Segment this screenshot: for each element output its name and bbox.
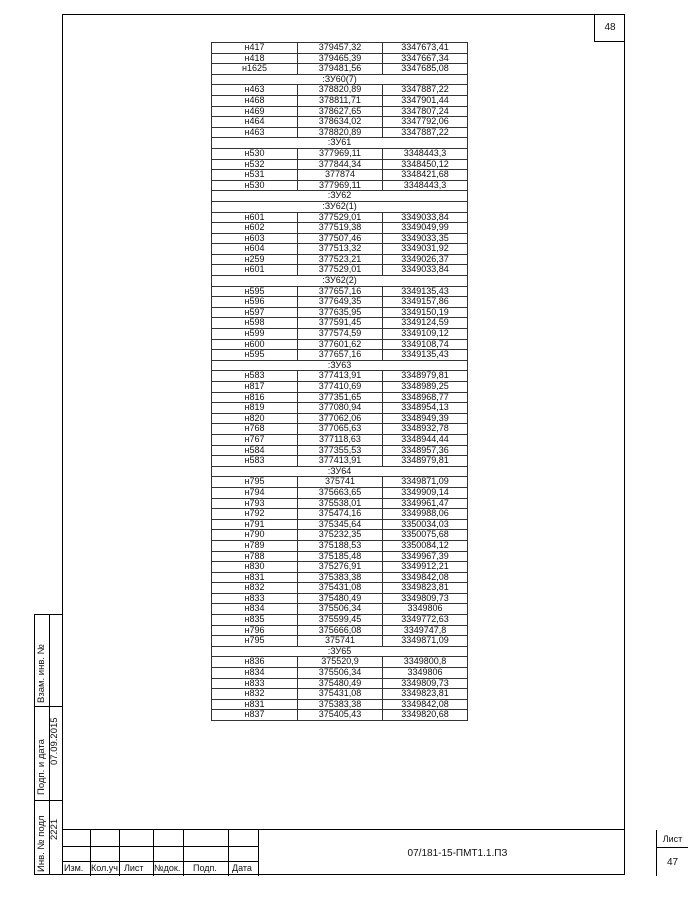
y-coordinate: 3349809,73 — [383, 678, 468, 689]
x-coordinate: 378820,89 — [298, 127, 383, 138]
section-header-row — [212, 138, 468, 149]
table-row — [212, 689, 468, 700]
label-data: Дата — [232, 863, 252, 873]
x-coordinate: 377874 — [298, 170, 383, 181]
section-header-row — [212, 276, 468, 287]
y-coordinate: 3348443,3 — [383, 148, 468, 159]
y-coordinate: 3348932,78 — [383, 424, 468, 435]
y-coordinate: 3349026,37 — [383, 254, 468, 265]
x-coordinate: 375741 — [298, 477, 383, 488]
point-id: н835 — [212, 615, 298, 626]
x-coordinate: 375232,35 — [298, 530, 383, 541]
table-row — [212, 212, 468, 223]
table-row — [212, 424, 468, 435]
y-coordinate: 3348944,44 — [383, 434, 468, 445]
y-coordinate: 3349135,43 — [383, 286, 468, 297]
x-coordinate: 377410,69 — [298, 382, 383, 393]
y-coordinate: 3349871,09 — [383, 636, 468, 647]
table-row — [212, 392, 468, 403]
table-row — [212, 445, 468, 456]
table-row — [212, 307, 468, 318]
vzam-label: Взам. инв. № — [36, 644, 47, 703]
x-coordinate: 377118,63 — [298, 434, 383, 445]
x-coordinate: 377355,53 — [298, 445, 383, 456]
y-coordinate: 3349961,47 — [383, 498, 468, 509]
y-coordinate: 3349912,21 — [383, 562, 468, 573]
x-coordinate: 378820,89 — [298, 85, 383, 96]
x-coordinate: 377413,91 — [298, 371, 383, 382]
y-coordinate: 3348957,36 — [383, 445, 468, 456]
sheet-number: 47 — [666, 856, 679, 868]
label-ndok: №док. — [154, 863, 181, 873]
inv-label: Инв. № подл — [36, 815, 47, 872]
point-id: н834 — [212, 604, 298, 615]
x-coordinate: 377591,45 — [298, 318, 383, 329]
point-id: н837 — [212, 710, 298, 721]
document-code: 07/181-15-ПМТ1.1.ПЗ — [258, 830, 656, 876]
table-row — [212, 572, 468, 583]
point-id: н831 — [212, 572, 298, 583]
x-coordinate: 375480,49 — [298, 678, 383, 689]
y-coordinate: 3349823,81 — [383, 689, 468, 700]
y-coordinate: 3349800,8 — [383, 657, 468, 668]
point-id: н789 — [212, 540, 298, 551]
x-coordinate: 375345,64 — [298, 519, 383, 530]
table-row — [212, 117, 468, 128]
y-coordinate: 3349124,59 — [383, 318, 468, 329]
point-id: н604 — [212, 244, 298, 255]
y-coordinate: 3349806 — [383, 668, 468, 679]
y-coordinate: 3349909,14 — [383, 487, 468, 498]
table-row — [212, 456, 468, 467]
point-id: н596 — [212, 297, 298, 308]
revision-grid — [62, 830, 258, 876]
point-id: н595 — [212, 286, 298, 297]
table-row — [212, 297, 468, 308]
podp-label: Подп. и дата — [36, 739, 47, 795]
x-coordinate: 375383,38 — [298, 572, 383, 583]
y-coordinate: 3349150,19 — [383, 307, 468, 318]
coordinates-table-body — [212, 43, 468, 721]
x-coordinate: 377062,06 — [298, 413, 383, 424]
table-row — [212, 487, 468, 498]
point-id: н833 — [212, 593, 298, 604]
x-coordinate: 375276,91 — [298, 562, 383, 573]
point-id: н790 — [212, 530, 298, 541]
table-row — [212, 43, 468, 54]
point-id: н788 — [212, 551, 298, 562]
table-row — [212, 413, 468, 424]
table-row — [212, 159, 468, 170]
y-coordinate: 3348979,81 — [383, 456, 468, 467]
x-coordinate: 378634,02 — [298, 117, 383, 128]
grid-line — [62, 846, 258, 847]
section-label: :ЗУ62 — [212, 191, 468, 202]
table-row — [212, 318, 468, 329]
section-label: :ЗУ60(7) — [212, 74, 468, 85]
sheet-cell — [656, 830, 687, 876]
y-coordinate: 3349108,74 — [383, 339, 468, 350]
table-row — [212, 350, 468, 361]
table-row — [212, 530, 468, 541]
label-koluch: Кол.уч. — [91, 863, 121, 873]
point-id: н584 — [212, 445, 298, 456]
x-coordinate: 377529,01 — [298, 212, 383, 223]
y-coordinate: 3349988,06 — [383, 509, 468, 520]
x-coordinate: 377969,11 — [298, 148, 383, 159]
point-id: н601 — [212, 212, 298, 223]
section-label: :ЗУ62(1) — [212, 201, 468, 212]
table-row — [212, 625, 468, 636]
table-row — [212, 434, 468, 445]
point-id: н834 — [212, 668, 298, 679]
y-coordinate: 3349747,8 — [383, 625, 468, 636]
table-row — [212, 286, 468, 297]
y-coordinate: 3348949,39 — [383, 413, 468, 424]
point-id: н601 — [212, 265, 298, 276]
section-header-row — [212, 74, 468, 85]
point-id: н817 — [212, 382, 298, 393]
point-id: н463 — [212, 127, 298, 138]
x-coordinate: 375188,53 — [298, 540, 383, 551]
x-coordinate: 377413,91 — [298, 456, 383, 467]
table-row — [212, 403, 468, 414]
x-coordinate: 379465,39 — [298, 53, 383, 64]
table-row — [212, 223, 468, 234]
point-id: н599 — [212, 329, 298, 340]
point-id: н791 — [212, 519, 298, 530]
y-coordinate: 3347807,24 — [383, 106, 468, 117]
point-id: н832 — [212, 583, 298, 594]
point-id: н418 — [212, 53, 298, 64]
label-izm: Изм. — [64, 863, 84, 873]
section-header-row — [212, 466, 468, 477]
y-coordinate: 3348968,77 — [383, 392, 468, 403]
podp-date: 07.09.2015 — [49, 717, 60, 765]
x-coordinate: 375383,38 — [298, 699, 383, 710]
section-header-row — [212, 191, 468, 202]
y-coordinate: 3349967,39 — [383, 551, 468, 562]
x-coordinate: 378811,71 — [298, 95, 383, 106]
section-label: :ЗУ61 — [212, 138, 468, 149]
table-row — [212, 180, 468, 191]
x-coordinate: 375431,08 — [298, 583, 383, 594]
x-coordinate: 377574,59 — [298, 329, 383, 340]
point-id: н597 — [212, 307, 298, 318]
table-row — [212, 615, 468, 626]
x-coordinate: 377649,35 — [298, 297, 383, 308]
point-id: н603 — [212, 233, 298, 244]
point-id: н464 — [212, 117, 298, 128]
x-coordinate: 377969,11 — [298, 180, 383, 191]
label-podp: Подп. — [193, 863, 217, 873]
strip-divider — [34, 706, 62, 707]
sheet-label: Лист — [657, 830, 688, 848]
x-coordinate: 377635,95 — [298, 307, 383, 318]
table-row — [212, 657, 468, 668]
x-coordinate: 375741 — [298, 636, 383, 647]
y-coordinate: 3347887,22 — [383, 127, 468, 138]
y-coordinate: 3347673,41 — [383, 43, 468, 54]
y-coordinate: 3349842,08 — [383, 699, 468, 710]
point-id: н417 — [212, 43, 298, 54]
point-id: н469 — [212, 106, 298, 117]
y-coordinate: 3348979,81 — [383, 371, 468, 382]
table-row — [212, 562, 468, 573]
y-coordinate: 3347792,06 — [383, 117, 468, 128]
y-coordinate: 3349806 — [383, 604, 468, 615]
x-coordinate: 375520,9 — [298, 657, 383, 668]
x-coordinate: 375506,34 — [298, 604, 383, 615]
x-coordinate: 375506,34 — [298, 668, 383, 679]
point-id: н595 — [212, 350, 298, 361]
y-coordinate: 3347901,44 — [383, 95, 468, 106]
x-coordinate: 375666,08 — [298, 625, 383, 636]
point-id: н795 — [212, 636, 298, 647]
inv-value: 2221 — [49, 818, 60, 840]
y-coordinate: 3349871,09 — [383, 477, 468, 488]
y-coordinate: 3350084,12 — [383, 540, 468, 551]
y-coordinate: 3349049,99 — [383, 223, 468, 234]
table-row — [212, 233, 468, 244]
x-coordinate: 375480,49 — [298, 593, 383, 604]
x-coordinate: 378627,65 — [298, 106, 383, 117]
x-coordinate: 375185,48 — [298, 551, 383, 562]
point-id: н463 — [212, 85, 298, 96]
table-row — [212, 583, 468, 594]
table-row — [212, 593, 468, 604]
table-row — [212, 148, 468, 159]
grid-line — [62, 861, 258, 862]
y-coordinate: 3347887,22 — [383, 85, 468, 96]
x-coordinate: 377351,65 — [298, 392, 383, 403]
table-row — [212, 85, 468, 96]
y-coordinate: 3348954,13 — [383, 403, 468, 414]
point-id: н530 — [212, 148, 298, 159]
point-id: н794 — [212, 487, 298, 498]
y-coordinate: 3349157,86 — [383, 297, 468, 308]
x-coordinate: 379457,32 — [298, 43, 383, 54]
section-label: :ЗУ63 — [212, 360, 468, 371]
y-coordinate: 3349031,92 — [383, 244, 468, 255]
y-coordinate: 3348421,68 — [383, 170, 468, 181]
table-row — [212, 668, 468, 679]
x-coordinate: 377507,46 — [298, 233, 383, 244]
y-coordinate: 3349033,35 — [383, 233, 468, 244]
y-coordinate: 3349109,12 — [383, 329, 468, 340]
page-number-top: 48 — [594, 14, 625, 42]
table-row — [212, 509, 468, 520]
y-coordinate: 3347667,34 — [383, 53, 468, 64]
title-block — [62, 829, 683, 875]
grid-line — [183, 830, 184, 876]
x-coordinate: 377657,16 — [298, 350, 383, 361]
section-header-row — [212, 646, 468, 657]
table-row — [212, 53, 468, 64]
y-coordinate: 3349820,68 — [383, 710, 468, 721]
x-coordinate: 375599,45 — [298, 615, 383, 626]
table-row — [212, 371, 468, 382]
point-id: н767 — [212, 434, 298, 445]
y-coordinate: 3349809,73 — [383, 593, 468, 604]
point-id: н602 — [212, 223, 298, 234]
point-id: н820 — [212, 413, 298, 424]
point-id: н836 — [212, 657, 298, 668]
point-id: н768 — [212, 424, 298, 435]
y-coordinate: 3350034,03 — [383, 519, 468, 530]
point-id: н583 — [212, 456, 298, 467]
y-coordinate: 3348989,25 — [383, 382, 468, 393]
y-coordinate: 3349772,63 — [383, 615, 468, 626]
section-label: :ЗУ65 — [212, 646, 468, 657]
table-row — [212, 64, 468, 75]
x-coordinate: 377657,16 — [298, 286, 383, 297]
table-row — [212, 551, 468, 562]
point-id: н796 — [212, 625, 298, 636]
table-row — [212, 382, 468, 393]
table-row — [212, 170, 468, 181]
point-id: н830 — [212, 562, 298, 573]
x-coordinate: 375663,65 — [298, 487, 383, 498]
y-coordinate: 3348443,3 — [383, 180, 468, 191]
point-id: н832 — [212, 689, 298, 700]
x-coordinate: 375538,01 — [298, 498, 383, 509]
table-row — [212, 519, 468, 530]
point-id: н468 — [212, 95, 298, 106]
section-header-row — [212, 360, 468, 371]
table-row — [212, 498, 468, 509]
table-row — [212, 127, 468, 138]
point-id: н531 — [212, 170, 298, 181]
x-coordinate: 375431,08 — [298, 689, 383, 700]
table-row — [212, 604, 468, 615]
x-coordinate: 377844,34 — [298, 159, 383, 170]
y-coordinate: 3348450,12 — [383, 159, 468, 170]
x-coordinate: 377513,32 — [298, 244, 383, 255]
y-coordinate: 3349033,84 — [383, 265, 468, 276]
x-coordinate: 375405,43 — [298, 710, 383, 721]
table-row — [212, 477, 468, 488]
table-row — [212, 329, 468, 340]
x-coordinate: 377523,21 — [298, 254, 383, 265]
coordinates-table — [211, 42, 468, 721]
y-coordinate: 3349823,81 — [383, 583, 468, 594]
y-coordinate: 3349033,84 — [383, 212, 468, 223]
table-row — [212, 265, 468, 276]
point-id: н532 — [212, 159, 298, 170]
table-row — [212, 636, 468, 647]
table-row — [212, 106, 468, 117]
point-id: н792 — [212, 509, 298, 520]
grid-line — [228, 830, 229, 876]
point-id: н795 — [212, 477, 298, 488]
x-coordinate: 375474,16 — [298, 509, 383, 520]
section-label: :ЗУ64 — [212, 466, 468, 477]
table-row — [212, 678, 468, 689]
strip-divider — [34, 800, 62, 801]
x-coordinate: 377601,62 — [298, 339, 383, 350]
point-id: н598 — [212, 318, 298, 329]
table-row — [212, 699, 468, 710]
y-coordinate: 3347685,08 — [383, 64, 468, 75]
section-header-row — [212, 201, 468, 212]
point-id: н816 — [212, 392, 298, 403]
x-coordinate: 377529,01 — [298, 265, 383, 276]
point-id: н793 — [212, 498, 298, 509]
point-id: н259 — [212, 254, 298, 265]
point-id: н831 — [212, 699, 298, 710]
table-row — [212, 710, 468, 721]
x-coordinate: 377080,94 — [298, 403, 383, 414]
table-row — [212, 95, 468, 106]
point-id: н600 — [212, 339, 298, 350]
x-coordinate: 377519,38 — [298, 223, 383, 234]
x-coordinate: 379481,56 — [298, 64, 383, 75]
label-list: Лист — [124, 863, 144, 873]
table-row — [212, 339, 468, 350]
table-row — [212, 540, 468, 551]
point-id: н1625 — [212, 64, 298, 75]
table-row — [212, 254, 468, 265]
x-coordinate: 377065,63 — [298, 424, 383, 435]
y-coordinate: 3349135,43 — [383, 350, 468, 361]
y-coordinate: 3349842,08 — [383, 572, 468, 583]
y-coordinate: 3350075,68 — [383, 530, 468, 541]
point-id: н583 — [212, 371, 298, 382]
point-id: н833 — [212, 678, 298, 689]
section-label: :ЗУ62(2) — [212, 276, 468, 287]
point-id: н530 — [212, 180, 298, 191]
table-row — [212, 244, 468, 255]
point-id: н819 — [212, 403, 298, 414]
